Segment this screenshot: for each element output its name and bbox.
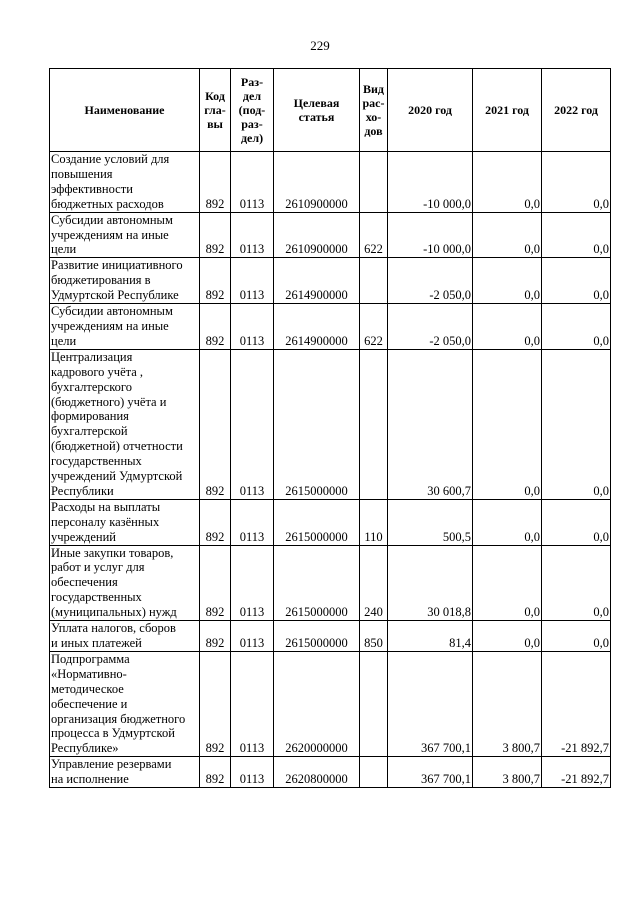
row-code: 892 [200,499,231,545]
row-target: 2615000000 [274,621,360,652]
row-name: Подпрограмма «Нормативно- методическое обеспечение и организация бюджетного процесса в Удмуртской Республике» [50,651,200,756]
table-row [50,757,611,788]
row-section: 0113 [231,757,274,788]
row-type [360,757,388,788]
row-2021: 3 800,7 [473,651,542,756]
table-row [50,499,611,545]
page-number: 229 [310,38,330,53]
row-target: 2615000000 [274,499,360,545]
row-section: 0113 [231,621,274,652]
row-2022: -21 892,7 [542,651,611,756]
row-type: 110 [360,499,388,545]
row-code: 892 [200,621,231,652]
row-2022: 0,0 [542,621,611,652]
row-2021: 0,0 [473,545,542,621]
row-2022: -21 892,7 [542,757,611,788]
row-2022: 0,0 [542,212,611,258]
row-target: 2614900000 [274,258,360,304]
header-name: Наименование [50,69,200,152]
row-type: 622 [360,212,388,258]
row-name: Управление резервами на исполнение [50,757,200,788]
row-code: 892 [200,258,231,304]
row-section: 0113 [231,258,274,304]
row-2021: 0,0 [473,621,542,652]
row-section: 0113 [231,212,274,258]
table-row [50,545,611,621]
row-2021: 3 800,7 [473,757,542,788]
row-type: 240 [360,545,388,621]
table-row [50,304,611,350]
row-target: 2620000000 [274,651,360,756]
table-header-row [50,69,611,152]
row-name: Создание условий для повышения эффективности бюджетных расходов [50,152,200,213]
row-2020: -10 000,0 [388,152,473,213]
row-target: 2610900000 [274,212,360,258]
row-name: Развитие инициативного бюджетирования в Удмуртской Республике [50,258,200,304]
header-target: Целевая статья [274,69,360,152]
row-section: 0113 [231,545,274,621]
row-2020: 81,4 [388,621,473,652]
row-target: 2615000000 [274,349,360,499]
row-code: 892 [200,212,231,258]
row-2021: 0,0 [473,152,542,213]
table-row [50,212,611,258]
row-2020: 30 018,8 [388,545,473,621]
row-name: Уплата налогов, сборов и иных платежей [50,621,200,652]
row-2022: 0,0 [542,545,611,621]
row-2020: -2 050,0 [388,304,473,350]
row-target: 2614900000 [274,304,360,350]
header-section: Раз- дел (под- раз- дел) [231,69,274,152]
table-row [50,349,611,499]
row-name: Иные закупки товаров, работ и услуг для обеспечения государственных (муниципальных) нужд [50,545,200,621]
row-code: 892 [200,349,231,499]
row-2021: 0,0 [473,499,542,545]
row-2021: 0,0 [473,212,542,258]
row-code: 892 [200,651,231,756]
row-type [360,349,388,499]
row-name: Субсидии автономным учреждениям на иные цели [50,304,200,350]
table-row [50,651,611,756]
row-2022: 0,0 [542,258,611,304]
row-2021: 0,0 [473,304,542,350]
row-name: Расходы на выплаты персоналу казённых учреждений [50,499,200,545]
row-2022: 0,0 [542,499,611,545]
row-2020: -2 050,0 [388,258,473,304]
header-2020: 2020 год [388,69,473,152]
row-2022: 0,0 [542,152,611,213]
row-type [360,152,388,213]
row-section: 0113 [231,651,274,756]
header-type: Вид рас- хо- дов [360,69,388,152]
row-2020: 367 700,1 [388,757,473,788]
row-2020: 500,5 [388,499,473,545]
row-code: 892 [200,757,231,788]
row-code: 892 [200,304,231,350]
row-2022: 0,0 [542,349,611,499]
row-target: 2615000000 [274,545,360,621]
row-type: 622 [360,304,388,350]
table-row [50,152,611,213]
row-2020: 367 700,1 [388,651,473,756]
table-row [50,621,611,652]
row-2020: 30 600,7 [388,349,473,499]
header-code: Код гла- вы [200,69,231,152]
row-section: 0113 [231,152,274,213]
row-type [360,651,388,756]
row-name: Централизация кадрового учёта , бухгалтерского (бюджетного) учёта и формирования бухгалтерской (бюджетной) отчетности государственных учреждений Удмуртской Республики [50,349,200,499]
row-2022: 0,0 [542,304,611,350]
row-section: 0113 [231,349,274,499]
row-type: 850 [360,621,388,652]
row-code: 892 [200,152,231,213]
row-target: 2610900000 [274,152,360,213]
budget-table [49,68,611,788]
row-section: 0113 [231,304,274,350]
row-2021: 0,0 [473,258,542,304]
row-target: 2620800000 [274,757,360,788]
row-2021: 0,0 [473,349,542,499]
table-row [50,258,611,304]
row-type [360,258,388,304]
row-name: Субсидии автономным учреждениям на иные цели [50,212,200,258]
header-2021: 2021 год [473,69,542,152]
header-2022: 2022 год [542,69,611,152]
row-section: 0113 [231,499,274,545]
row-code: 892 [200,545,231,621]
row-2020: -10 000,0 [388,212,473,258]
